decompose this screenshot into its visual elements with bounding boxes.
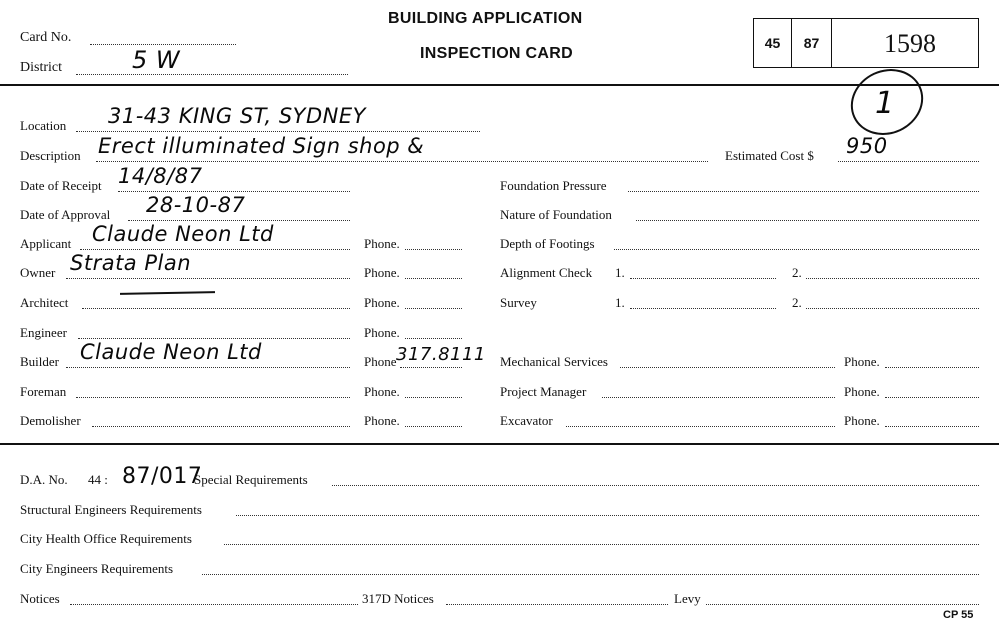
foreman-phone-field[interactable]: [405, 397, 462, 398]
survey-2-field[interactable]: [806, 308, 979, 309]
survey-1-field[interactable]: [630, 308, 776, 309]
mechanical-services-field[interactable]: [620, 367, 835, 368]
depth-footings-label: Depth of Footings: [500, 236, 595, 251]
circled-number: 1: [875, 86, 895, 121]
nature-foundation-field[interactable]: [636, 220, 979, 221]
estimated-cost-label: Estimated Cost $: [725, 148, 814, 163]
project-manager-label: Project Manager: [500, 384, 587, 399]
builder-phone-field[interactable]: [400, 367, 462, 368]
notices-label: Notices: [20, 591, 60, 606]
mechanical-phone-field[interactable]: [885, 367, 979, 368]
title-line-2: INSPECTION CARD: [420, 45, 573, 62]
architect-phone-field[interactable]: [405, 308, 462, 309]
owner-field[interactable]: [66, 278, 350, 279]
da-no-label: D.A. No.: [20, 472, 68, 487]
mechanical-services-label: Mechanical Services: [500, 354, 608, 369]
applicant-phone-field[interactable]: [405, 249, 462, 250]
alignment-2-label: 2.: [792, 265, 802, 280]
foreman-label: Foreman: [20, 384, 67, 399]
excavator-field[interactable]: [566, 426, 835, 427]
description-label: Description: [20, 148, 81, 163]
project-manager-phone-label: Phone.: [844, 384, 880, 399]
da-no-value: 87/017: [122, 464, 203, 489]
location-label: Location: [20, 118, 67, 133]
foundation-pressure-label: Foundation Pressure: [500, 178, 607, 193]
architect-label: Architect: [20, 295, 69, 310]
engineer-field[interactable]: [78, 338, 350, 339]
district-label: District: [20, 60, 62, 75]
notices-317d-field[interactable]: [446, 604, 668, 605]
estimated-cost-field[interactable]: [838, 161, 979, 162]
card-number-box: [753, 18, 979, 68]
engineer-label: Engineer: [20, 325, 67, 340]
alignment-2-field[interactable]: [806, 278, 979, 279]
description-value: Erect illuminated Sign shop &: [98, 134, 425, 158]
engineer-phone-field[interactable]: [405, 338, 462, 339]
excavator-phone-field[interactable]: [885, 426, 979, 427]
date-approval-value: 28-10-87: [146, 193, 246, 217]
builder-phone-label: Phone: [364, 354, 397, 369]
city-engineers-field[interactable]: [202, 574, 979, 575]
structural-field[interactable]: [236, 515, 979, 516]
survey-2-label: 2.: [792, 295, 802, 310]
city-engineers-label: City Engineers Requirements: [20, 561, 174, 576]
notices-317d-label: 317D Notices: [362, 591, 434, 606]
box-number: 1598: [884, 29, 936, 58]
box-b: 87: [792, 19, 832, 67]
builder-field[interactable]: [66, 367, 350, 368]
special-requirements-label: Special Requirements: [194, 472, 308, 487]
divider-bottom: [0, 443, 999, 445]
date-approval-label: Date of Approval: [20, 207, 111, 222]
special-requirements-field[interactable]: [332, 485, 979, 486]
foreman-phone-label: Phone.: [364, 384, 400, 399]
health-label: City Health Office Requirements: [20, 531, 192, 546]
alignment-1-label: 1.: [615, 265, 625, 280]
nature-foundation-label: Nature of Foundation: [500, 207, 612, 222]
alignment-1-field[interactable]: [630, 278, 776, 279]
levy-field[interactable]: [706, 604, 979, 605]
foreman-field[interactable]: [76, 397, 350, 398]
divider-top: [0, 84, 999, 86]
title-line-1: BUILDING APPLICATION: [388, 10, 583, 27]
demolisher-label: Demolisher: [20, 413, 81, 428]
card-no-label: Card No.: [20, 30, 72, 45]
box-a: 45: [754, 19, 792, 67]
foundation-pressure-field[interactable]: [628, 191, 979, 192]
date-receipt-field[interactable]: [118, 191, 350, 192]
applicant-field[interactable]: [80, 249, 350, 250]
owner-value: Strata Plan: [70, 251, 192, 275]
applicant-phone-label: Phone.: [364, 236, 400, 251]
builder-label: Builder: [20, 354, 59, 369]
da-no-prefix: 44 :: [88, 472, 108, 487]
applicant-value: Claude Neon Ltd: [92, 222, 274, 246]
date-receipt-label: Date of Receipt: [20, 178, 102, 193]
demolisher-field[interactable]: [92, 426, 350, 427]
description-field[interactable]: [96, 161, 708, 162]
card-no-field[interactable]: [90, 44, 236, 45]
levy-label: Levy: [674, 591, 701, 606]
architect-strike: [120, 291, 215, 295]
applicant-label: Applicant: [20, 236, 72, 251]
architect-field[interactable]: [82, 308, 350, 309]
project-manager-field[interactable]: [602, 397, 835, 398]
district-field[interactable]: [76, 74, 348, 75]
project-manager-phone-field[interactable]: [885, 397, 979, 398]
survey-label: Survey: [500, 295, 537, 310]
health-field[interactable]: [224, 544, 979, 545]
builder-value: Claude Neon Ltd: [80, 340, 262, 364]
builder-phone-value: 317.8111: [396, 344, 486, 365]
mechanical-phone-label: Phone.: [844, 354, 880, 369]
excavator-phone-label: Phone.: [844, 413, 880, 428]
structural-label: Structural Engineers Requirements: [20, 502, 202, 517]
owner-phone-label: Phone.: [364, 265, 400, 280]
excavator-label: Excavator: [500, 413, 553, 428]
engineer-phone-label: Phone.: [364, 325, 400, 340]
estimated-cost-value: 950: [846, 134, 888, 158]
notices-field[interactable]: [70, 604, 358, 605]
date-receipt-value: 14/8/87: [118, 164, 203, 188]
location-field[interactable]: [76, 131, 480, 132]
owner-label: Owner: [20, 265, 56, 280]
location-value: 31-43 KING ST, SYDNEY: [108, 104, 366, 128]
form-code: CP 55: [943, 609, 974, 621]
demolisher-phone-label: Phone.: [364, 413, 400, 428]
owner-phone-field[interactable]: [405, 278, 462, 279]
architect-phone-label: Phone.: [364, 295, 400, 310]
district-value: 5 W: [132, 46, 181, 74]
survey-1-label: 1.: [615, 295, 625, 310]
depth-footings-field[interactable]: [614, 249, 979, 250]
demolisher-phone-field[interactable]: [405, 426, 462, 427]
date-approval-field[interactable]: [128, 220, 350, 221]
alignment-check-label: Alignment Check: [500, 265, 593, 280]
